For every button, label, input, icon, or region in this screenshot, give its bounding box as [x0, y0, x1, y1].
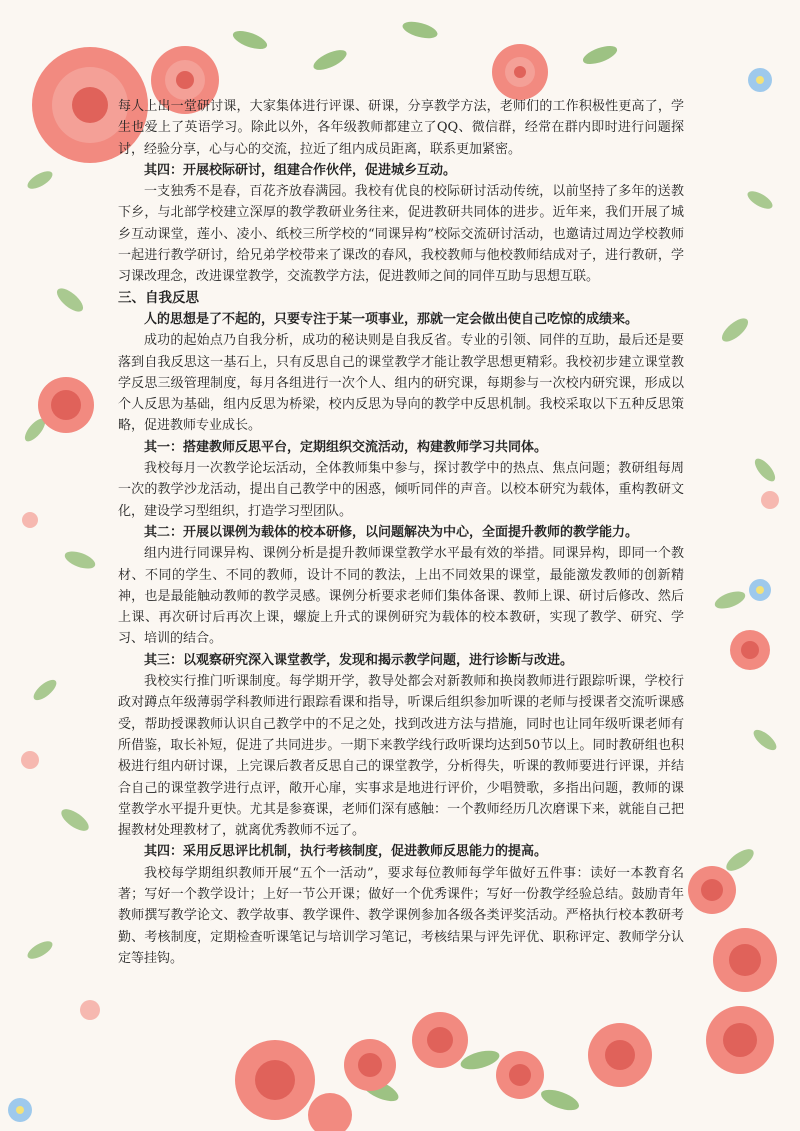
- rose-top-right: [492, 44, 548, 100]
- subheading: 其四：开展校际研讨，组建合作伙伴，促进城乡互动。: [144, 162, 457, 178]
- leaf-vine-top: [231, 19, 620, 74]
- paragraph: 每人上出一堂研讨课，大家集体进行评课、研课，分享教学方法，老师们的工作积极性更高了，学生也爱上了英语学习。除此以外，各年级教师都建立了QQ、微信群，经常在群内即时进行问题探讨，经验分享，心与心的交流，拉近了组内成员距离，联系更加紧密。: [118, 99, 684, 157]
- section-heading: 三、自我反思: [118, 289, 199, 306]
- rose-right-middle: [730, 630, 770, 670]
- subheading: 其三：以观察研究深入课堂教学，发现和揭示教学问题，进行诊断与改进。: [144, 652, 574, 668]
- leaf-vine-right: [713, 188, 780, 875]
- paragraph: 我校每学期组织教师开展“五个一活动”，要求每位教师每学年做好五件事：读好一本教育名著；写好一个教学设计；上好一节公开课；做好一个优秀课件；写好一份教学经验总结。鼓励青年教师撰写教学论文、教学故事、教学课件、教学课例参加各级各类评奖活动。严格执行校本教研考勤、考核制度，定期检查听课笔记与培训学习笔记，考核结果与评先评优、职称评定、教师学分认定等挂钩。: [118, 865, 684, 966]
- subheading: 其一：搭建教师反思平台，定期组织交流活动，构建教师学习共同体。: [144, 439, 548, 455]
- subheading: 其二：开展以课例为载体的校本研修，以问题解决为中心，全面提升教师的教学能力。: [144, 524, 639, 540]
- leaf-vine-left: [21, 168, 97, 962]
- paragraph: 一支独秀不是春，百花齐放春满园。我校有优良的校际研讨活动传统，以前坚持了多年的送教下乡，与北部学校建立深厚的教学教研业务往来，促进教研共同体的进步。近年来，我们开展了城乡互动课堂，莲小、凌小、纸校三所学校的“同课异构”校际交流研讨活动，也邀请过周边学校教师一起进行教学研讨，给兄弟学校带来了课改的春风，我校教师与他校教师结成对子，进行教研，学习课改理念，改进课堂教学，交流教学方法，促进教师之间的同伴互助与思想互联。: [118, 184, 684, 285]
- paragraph: 我校实行推门听课制度。每学期开学，教导处都会对新教师和换岗教师进行跟踪听课，学校行政对蹲点年级薄弱学科教师进行跟踪看课和指导，听课后组织参加听课的老师与授课者交流听课感受，帮助授课教师认识自己教学中的不足之处，找到改进方法与措施，同时也让同年级听课老师有所借鉴，取长补短，促进了共同进步。一期下来教学线行政听课均达到50节以上。同时教研组也积极进行组内研讨课，上完课后教者反思自己的课堂教学，分析得失，听课的教师要进行评课，并结合自己的课堂教学进行点评，敞开心扉，实事求是地进行评价，少唱赞歌，多指出问题，教师的课堂教学水平提升更快。尤其是参赛课，老师们深有感触：一个教师经历几次磨课下来，就能自己把握教材处理教材了，就离优秀教师不远了。: [118, 674, 684, 839]
- rose-bottom-cluster: [235, 1012, 652, 1131]
- document-body: [118, 96, 684, 969]
- paragraph: 我校每月一次教学论坛活动，全体教师集中参与，探讨教学中的热点、焦点问题；教研组每周一次的教学沙龙活动，提出自己教学中的困惑，倾听同伴的声音。以校本研究为载体，重构教研文化，建设学习型组织，打造学习型团队。: [118, 461, 684, 519]
- subheading: 人的思想是了不起的，只要专注于某一项事业，那就一定会做出使自己吃惊的成绩来。: [144, 311, 639, 327]
- subheading: 其四：采用反思评比机制，执行考核制度，促进教师反思能力的提高。: [144, 844, 548, 860]
- paragraph: 组内进行同课异构、课例分析是提升教师课堂教学水平最有效的举措。同课异构，即同一个教材、不同的学生、不同的教师，设计不同的教法，上出不同效果的课堂，最能激发教师的创新精神，也是最能触动教师的教学灵感。课例分析要求老师们集体备课、教师上课、研讨后修改、然后上课、再次研讨后再次上课，螺旋上升式的课例研究为载体的校本教研，实现了教学、研究、学习、培训的结合。: [118, 546, 684, 647]
- rose-right-lower: [688, 866, 777, 1074]
- paragraph: 成功的起始点乃自我分析，成功的秘诀则是自我反省。专业的引领、同伴的互助，最后还是要落到自我反思这一基石上，只有反思自己的课堂教学才能让教学思想更精彩。我校初步建立课堂教学反思三级管理制度，每月各组进行一次个人、组内的研究课，每期参与一次校内研究课，形成以个人反思为基础，组内反思为桥梁，校内反思为导向的教学中反思机制。我校采取以下五种反思策略，促进教师专业成长。: [118, 333, 684, 434]
- rose-left-middle: [38, 377, 94, 433]
